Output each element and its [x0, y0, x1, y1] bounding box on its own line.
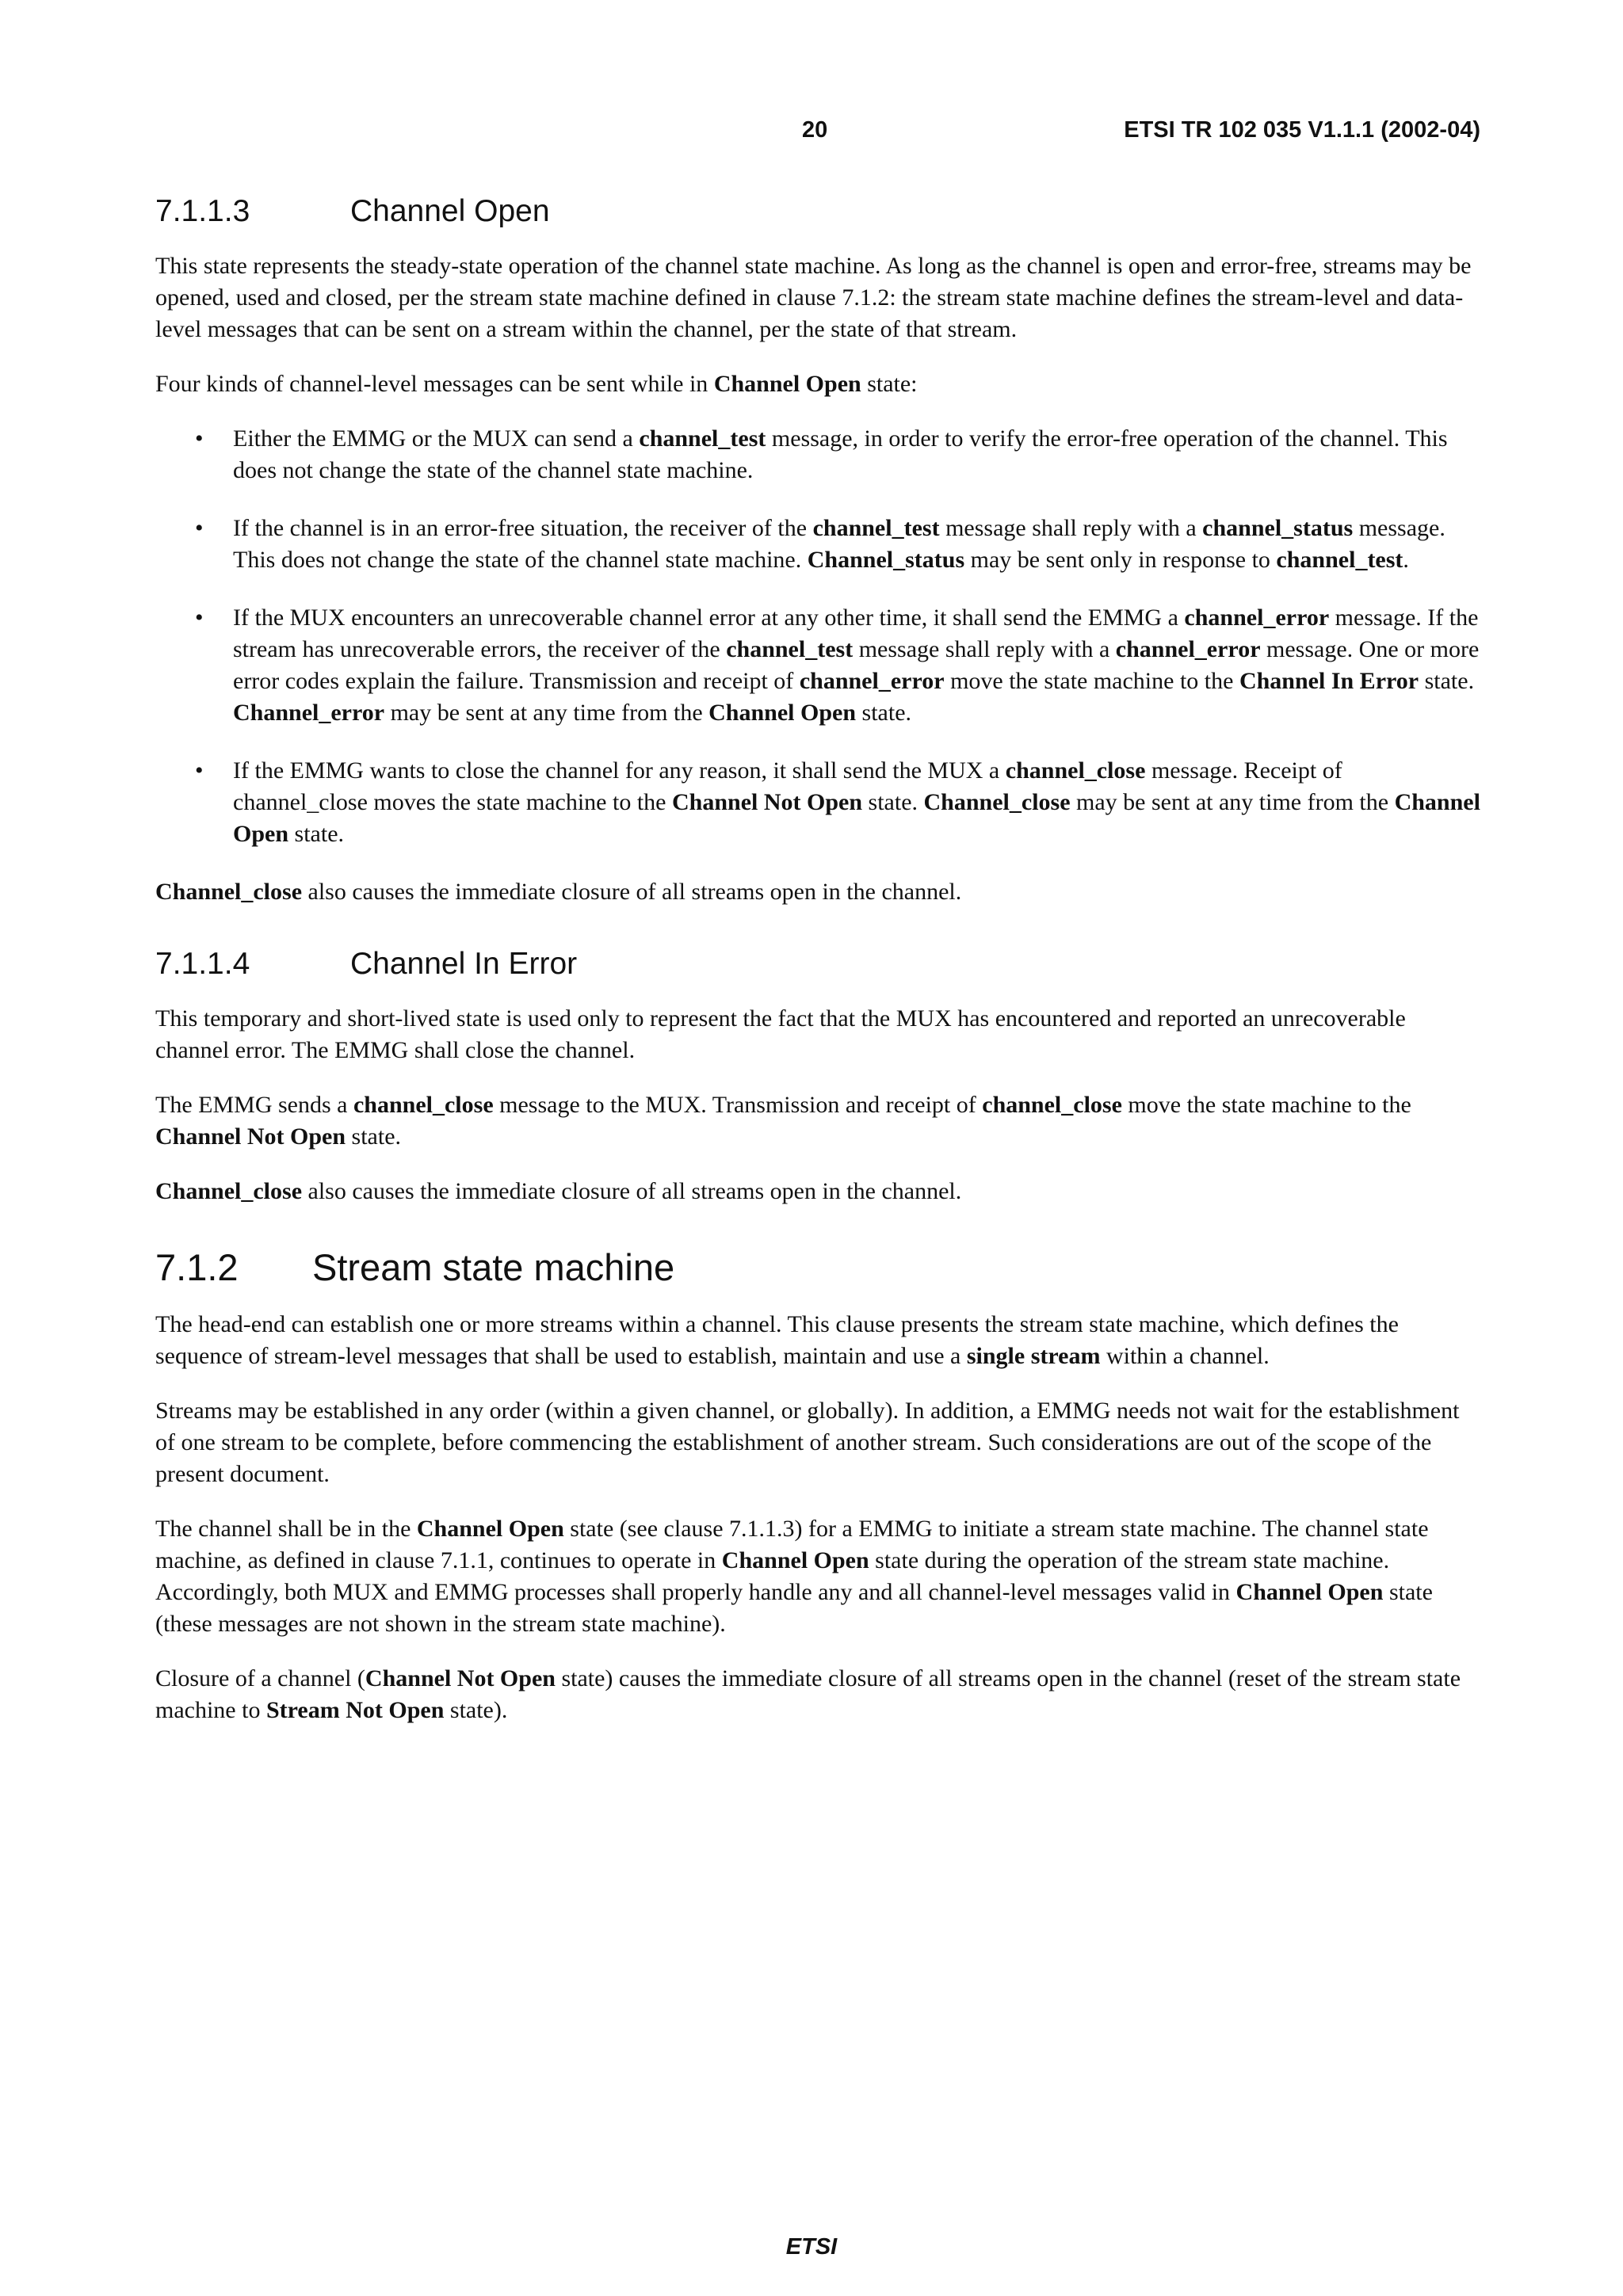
section-heading-channel-open: [155, 192, 1480, 231]
list-item-text: [233, 513, 1480, 576]
text-run: message. This does not change the state of the channel state machine.: [233, 515, 1445, 573]
paragraph: [155, 1089, 1480, 1153]
bold-term: Channel Open: [1235, 1579, 1384, 1605]
text-run: This temporary and short-lived state is used only to represent the fact that the MUX has encountered and reported an unrecoverable channel error. The EMMG shall close the channel.: [155, 1005, 1406, 1063]
bold-term: Channel In Error: [1239, 668, 1419, 694]
bold-term: channel_close: [982, 1092, 1122, 1118]
text-run: message to the MUX. Transmission and receipt of: [493, 1092, 983, 1118]
bold-term: channel_error: [1115, 636, 1261, 662]
text-run: message shall reply with a: [853, 636, 1116, 662]
bold-term: Channel Open: [708, 700, 857, 726]
text-run: state (see clause 7.1.1.3) for a EMMG to initiate a stream state machine. The channel state machine, as defined in clause 7.1.1, continues to operate in: [155, 1516, 1429, 1573]
bold-term: Channel Open: [713, 371, 861, 397]
text-run: state.: [856, 700, 912, 726]
section-number: 7.1.1.4: [155, 947, 250, 981]
list-item: [155, 602, 1480, 729]
bold-term: channel_error: [799, 668, 945, 694]
bold-term: Channel Not Open: [155, 1123, 346, 1150]
bold-term: Channel_close: [923, 789, 1071, 815]
section-heading-channel-in-error: [155, 944, 1480, 984]
text-run: message shall reply with a: [939, 515, 1203, 541]
bold-term: channel_test: [1276, 547, 1403, 573]
section-heading-stream-state-machine: [155, 1244, 1480, 1291]
text-run: The head-end can establish one or more streams within a channel. This clause presents the stream state machine, which defines the sequence of stream-level messages that shall be used to establish, maintain and use a: [155, 1311, 1399, 1369]
bold-term: Channel_error: [233, 700, 385, 726]
list-item-text: [233, 755, 1480, 850]
text-run: also causes the immediate closure of all streams open in the channel.: [302, 879, 962, 905]
text-run: Closure of a channel (: [155, 1665, 365, 1691]
bold-term: channel_test: [639, 425, 766, 452]
text-run: message, in order to verify the error-free operation of the channel. This does not change the state of the channel state machine.: [233, 425, 1448, 483]
text-run: The channel shall be in the: [155, 1516, 417, 1542]
bold-term: single stream: [966, 1343, 1101, 1369]
bold-term: channel_close: [1005, 757, 1146, 784]
bold-term: Channel_close: [155, 1178, 303, 1204]
list-item-text: [233, 423, 1480, 486]
text-run: move the state machine to the: [1121, 1092, 1411, 1118]
bold-term: channel_status: [1202, 515, 1354, 541]
text-run: state:: [861, 371, 918, 397]
bold-term: channel_test: [726, 636, 854, 662]
section-title: Stream state machine: [312, 1246, 675, 1288]
list-item: [155, 513, 1480, 576]
paragraph: [155, 1663, 1480, 1726]
text-run: state.: [862, 789, 924, 815]
document-body: [155, 192, 1480, 1749]
paragraph: [155, 1395, 1480, 1490]
bold-term: Channel_status: [807, 547, 965, 573]
bullet-dot-icon: •: [195, 425, 204, 452]
text-run: state) causes the immediate closure of all streams open in the channel (reset of the stream state machine to: [155, 1665, 1461, 1723]
text-run: state).: [444, 1697, 508, 1723]
bullet-dot-icon: •: [195, 515, 204, 541]
section-number: 7.1.2: [155, 1246, 239, 1288]
text-run: state during the operation of the stream state machine. Accordingly, both MUX and EMMG processes shall properly handle any and all channel-level messages valid in: [155, 1547, 1390, 1605]
text-run: also causes the immediate closure of all streams open in the channel.: [302, 1178, 962, 1204]
text-run: message. Receipt of channel_close moves the state machine to the: [233, 757, 1342, 815]
bold-term: Stream Not Open: [265, 1697, 445, 1723]
text-run: may be sent only in response to: [964, 547, 1277, 573]
bullet-list: [155, 423, 1480, 850]
bold-term: Channel Open: [416, 1516, 564, 1542]
text-run: move the state machine to the: [944, 668, 1239, 694]
text-run: If the MUX encounters an unrecoverable channel error at any other time, it shall send the EMMG a: [233, 605, 1185, 631]
text-run: message. If the stream has unrecoverable errors, the receiver of the: [233, 605, 1479, 662]
page-number: 20: [802, 117, 828, 143]
paragraph: [155, 368, 1480, 400]
list-item: [155, 423, 1480, 486]
text-run: state.: [288, 821, 345, 847]
text-run: state.: [346, 1123, 402, 1150]
bold-term: channel_close: [353, 1092, 494, 1118]
bold-term: Channel Open: [721, 1547, 869, 1573]
text-run: state.: [1419, 668, 1475, 694]
bold-term: Channel_close: [155, 879, 303, 905]
text-run: This state represents the steady-state operation of the channel state machine. As long as the channel is open and error-free, streams may be opened, used and closed, per the stream state machine defined in clause 7.1.2: the stream state machine defines the stream-level and data-level messages that can be sent on a stream within the channel, per the state of that stream.: [155, 253, 1472, 342]
text-run: message. One or more error codes explain the failure. Transmission and receipt of: [233, 636, 1480, 694]
bold-term: Channel Not Open: [365, 1665, 556, 1691]
paragraph: [155, 876, 1480, 908]
paragraph: [155, 250, 1480, 345]
text-run: state (these messages are not shown in the stream state machine).: [155, 1579, 1433, 1637]
paragraph: [155, 1176, 1480, 1207]
paragraph: [155, 1309, 1480, 1372]
text-run: Either the EMMG or the MUX can send a: [233, 425, 640, 452]
section-title: Channel In Error: [350, 947, 578, 981]
bold-term: Channel Open: [233, 789, 1480, 847]
bullet-dot-icon: •: [195, 605, 204, 631]
paragraph: [155, 1003, 1480, 1066]
section-number: 7.1.1.3: [155, 194, 250, 228]
bold-term: channel_test: [812, 515, 940, 541]
text-run: If the EMMG wants to close the channel for any reason, it shall send the MUX a: [233, 757, 1006, 784]
text-run: may be sent at any time from the: [384, 700, 709, 726]
text-run: .: [1403, 547, 1409, 573]
list-item: [155, 755, 1480, 850]
text-run: within a channel.: [1100, 1343, 1270, 1369]
paragraph: [155, 1513, 1480, 1640]
document-reference: ETSI TR 102 035 V1.1.1 (2002-04): [1124, 117, 1480, 143]
text-run: The EMMG sends a: [155, 1092, 353, 1118]
bullet-dot-icon: •: [195, 757, 204, 784]
bold-term: Channel Not Open: [671, 789, 863, 815]
footer-etsi: ETSI: [785, 2234, 838, 2260]
list-item-text: [233, 602, 1480, 729]
text-run: Four kinds of channel-level messages can be sent while in: [155, 371, 714, 397]
section-title: Channel Open: [350, 194, 550, 228]
bold-term: channel_error: [1184, 605, 1330, 631]
text-run: If the channel is in an error-free situation, the receiver of the: [233, 515, 813, 541]
text-run: Streams may be established in any order (within a given channel, or globally). In addition, a EMMG needs not wait for the establishment of one stream to be complete, before commencing the establishment of another stream. Such considerations are out of the scope of the present document.: [155, 1398, 1460, 1487]
text-run: may be sent at any time from the: [1070, 789, 1395, 815]
